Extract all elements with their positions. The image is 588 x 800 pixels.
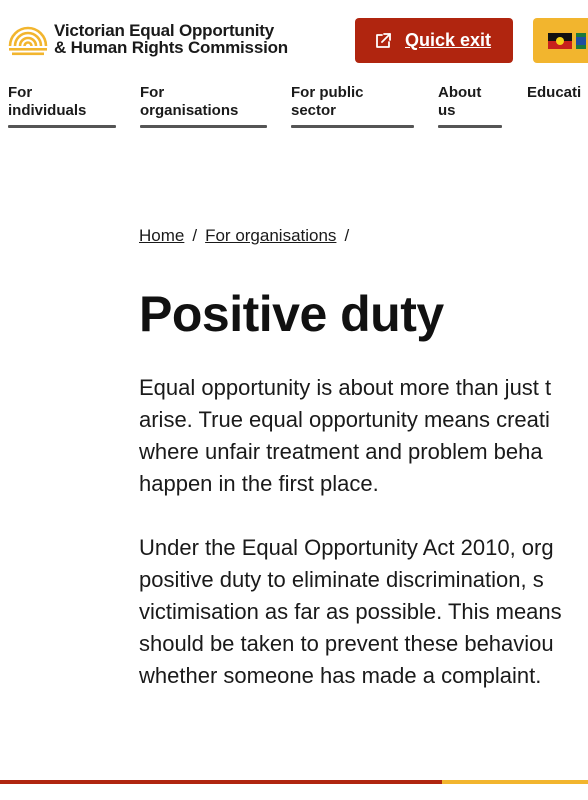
external-link-icon — [373, 31, 393, 51]
nav-item-label: For public — [291, 84, 364, 101]
paragraph-line: Equal opportunity is about more than just t — [139, 375, 552, 400]
nav-item-label: For — [8, 84, 33, 101]
site-logo[interactable] — [8, 22, 288, 56]
site-header — [0, 0, 588, 140]
paragraph-line: should be taken to prevent these behaviou — [139, 631, 554, 656]
paragraph-line: arise. True equal opportunity means creati — [139, 407, 550, 432]
primary-navigation — [0, 84, 588, 132]
nav-item-label: organisations — [140, 102, 239, 119]
nav-underline — [8, 125, 116, 128]
nav-item-education[interactable] — [527, 84, 588, 102]
nav-item-label: individuals — [8, 102, 87, 119]
nav-item-label: Educati — [527, 84, 582, 101]
breadcrumb-separator: / — [344, 226, 350, 245]
nav-item-label: sector — [291, 102, 337, 119]
torres-strait-flag-icon — [576, 33, 586, 49]
accent-red — [0, 780, 442, 784]
breadcrumb-home-link[interactable]: Home — [139, 226, 185, 245]
accent-yellow — [442, 780, 588, 784]
positive-duty-paragraph — [139, 532, 588, 692]
nav-item-label: About — [438, 84, 482, 101]
paragraph-line: happen in the first place. — [139, 471, 379, 496]
aboriginal-flag-icon — [548, 33, 572, 49]
paragraph-line: where unfair treatment and problem beha — [139, 439, 543, 464]
nav-underline — [438, 125, 502, 128]
nav-item-for-individuals[interactable] — [8, 84, 86, 120]
acknowledgement-flags — [533, 18, 588, 63]
paragraph-line: whether someone has made a complaint. — [139, 663, 542, 688]
breadcrumb-organisations-link[interactable]: For organisations — [205, 226, 337, 245]
paragraph-line: positive duty to eliminate discrimination, s — [139, 567, 544, 592]
page-title: Positive duty — [139, 286, 444, 342]
nav-item-label: For — [140, 84, 165, 101]
intro-paragraph — [139, 372, 588, 500]
logo-line-1: Victorian Equal Opportunity — [54, 21, 275, 40]
nav-item-for-organisations[interactable] — [140, 84, 238, 120]
nav-item-about-us[interactable] — [438, 84, 481, 120]
breadcrumb — [139, 226, 357, 246]
logo-text — [54, 22, 288, 56]
breadcrumb-separator: / — [192, 226, 198, 245]
nav-item-for-public-sector[interactable] — [291, 84, 364, 120]
paragraph-line: victimisation as far as possible. This means — [139, 599, 562, 624]
footer-accent-bar — [0, 780, 588, 784]
quick-exit-label: Quick exit — [405, 30, 492, 50]
sunrise-arcs-icon — [8, 22, 48, 56]
nav-item-label: us — [438, 102, 456, 119]
nav-underline — [291, 125, 414, 128]
quick-exit-button[interactable] — [355, 18, 513, 63]
paragraph-line: Under the Equal Opportunity Act 2010, org — [139, 535, 554, 560]
logo-line-2: & Human Rights Commission — [54, 38, 288, 57]
nav-underline — [140, 125, 267, 128]
